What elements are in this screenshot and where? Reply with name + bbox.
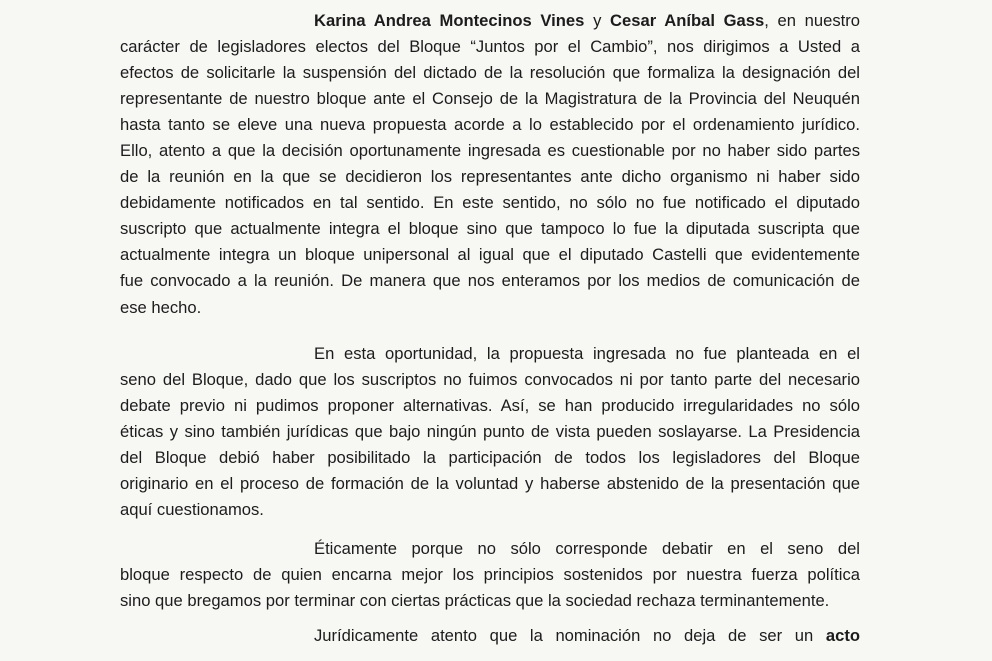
paragraph-1-line-1-rest: , en nuestro <box>764 11 860 30</box>
paragraph-2-line-3: debate previo ni pudimos proponer alternativas. Así, se han producido irregularidades no sólo <box>120 396 860 415</box>
paragraph-2-line-6: originario en el proceso de formación de la voluntad y haberse abstenido de la presentación que <box>120 474 860 493</box>
paragraph-1-line-1 <box>314 9 860 33</box>
paragraph-1-line-9: suscripto que actualmente integra el bloque sino que tampoco lo fue la diputada suscripta que <box>120 219 860 238</box>
paragraph-2-line-2: seno del Bloque, dado que los suscriptos no fuimos convocados ni por tanto parte del necesario <box>120 370 860 389</box>
paragraph-1-line-7: de la reunión en la que se decidieron los representantes ante dicho organismo ni haber sido <box>120 167 860 186</box>
paragraph-2-line-7: aquí cuestionamos. <box>120 500 264 519</box>
paragraph-3-line-3: sino que bregamos por terminar con ciertas prácticas que la sociedad rechaza terminantemente. <box>120 591 830 610</box>
paragraph-1-line-10: actualmente integra un bloque unipersonal al igual que el diputado Castelli que evidentemente <box>120 245 860 264</box>
paragraph-3-line-1: Éticamente porque no sólo corresponde debatir en el seno del <box>314 539 860 558</box>
paragraph-3-line-2: bloque respecto de quien encarna mejor los principios sostenidos por nuestra fuerza política <box>120 565 860 584</box>
legislator-name-1: Karina Andrea Montecinos Vines <box>314 11 585 30</box>
paragraph-1-line-3: efectos de solicitarle la suspensión del dictado de la resolución que formaliza la designación del <box>120 63 860 82</box>
paragraph-1-line-8: debidamente notificados en tal sentido. En este sentido, no sólo no fue notificado el diputado <box>120 193 860 212</box>
paragraph-4-line-1-text: Jurídicamente atento que la nominación no deja de ser un <box>314 626 826 645</box>
paragraph-4-line-1 <box>314 624 860 648</box>
paragraph-1-line-12: ese hecho. <box>120 298 202 317</box>
paragraph-1-line-2: carácter de legisladores electos del Bloque “Juntos por el Cambio”, nos dirigimos a Usted a <box>120 37 860 56</box>
paragraph-1-line-5: hasta tanto se eleve una nueva propuesta acorde a lo establecido por el ordenamiento jurídico. <box>120 115 860 134</box>
paragraph-1-line-6: Ello, atento a que la decisión oportunamente ingresada es cuestionable por no haber sido partes <box>120 141 860 160</box>
paragraph-2-line-1: En esta oportunidad, la propuesta ingresada no fue planteada en el <box>314 344 860 363</box>
paragraph-2-line-5: del Bloque debió haber posibilitado la participación de todos los legisladores del Bloque <box>120 448 860 467</box>
legislator-name-2: Cesar Aníbal Gass <box>610 11 765 30</box>
paragraph-1-line-11: fue convocado a la reunión. De manera que nos enteramos por los medios de comunicación de <box>120 271 860 290</box>
paragraph-1-line-4: representante de nuestro bloque ante el Consejo de la Magistratura de la Provincia del Neuquén <box>120 89 860 108</box>
conjunction: y <box>584 11 611 30</box>
paragraph-4-bold-word: acto <box>825 626 860 645</box>
paragraph-2-line-4: éticas y sino también jurídicas que bajo ningún punto de vista pueden soslayarse. La Presidencia <box>120 422 860 441</box>
